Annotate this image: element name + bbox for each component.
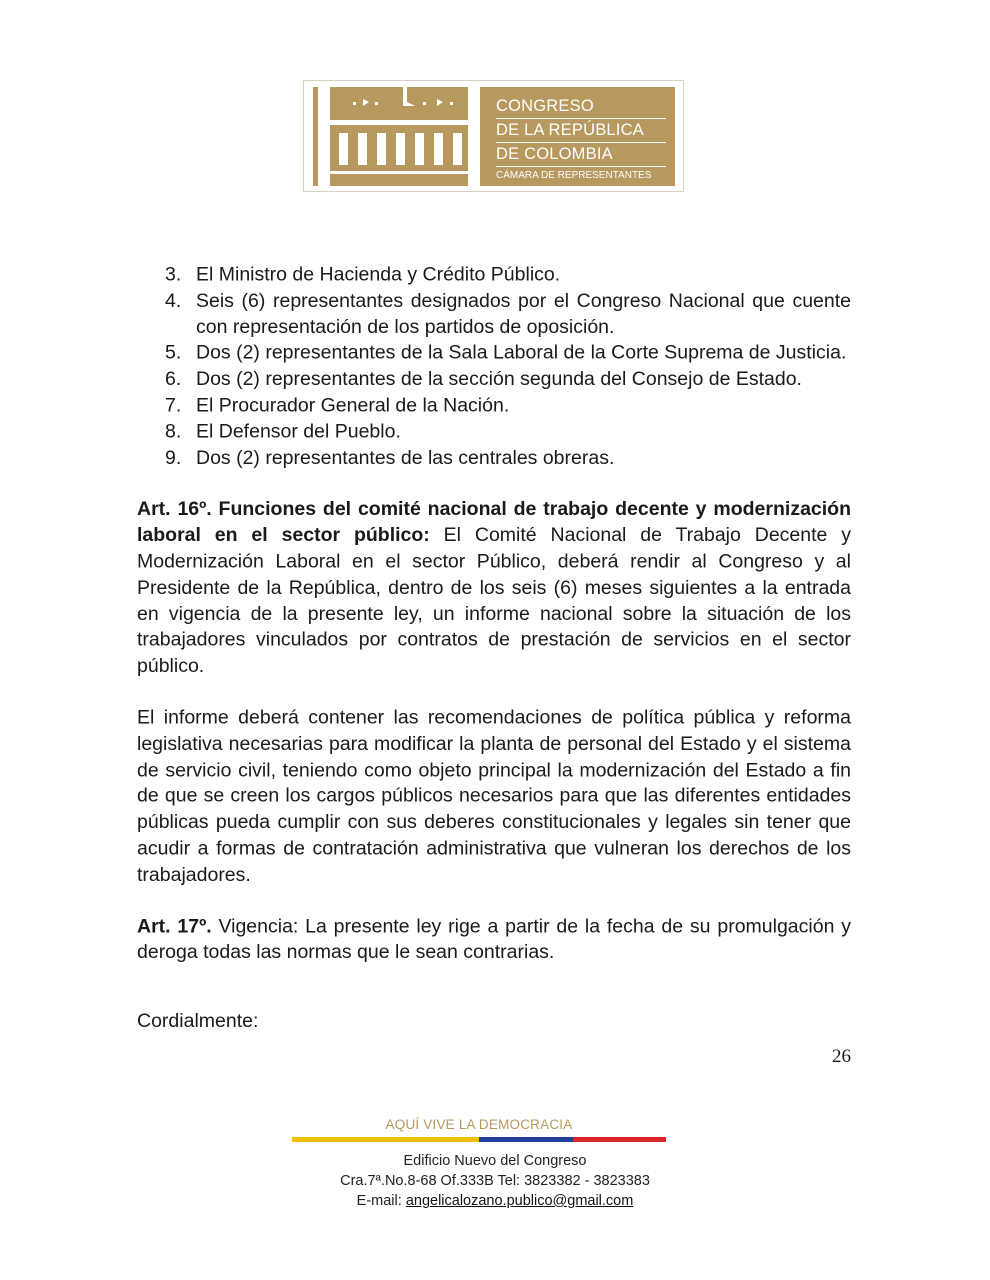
list-item-text: Dos (2) representantes de la sección segunda del Consejo de Estado. (196, 368, 802, 391)
article-17-paragraph (137, 914, 851, 966)
list-item (137, 393, 851, 419)
list-item-number: 8. (165, 420, 182, 443)
footer-email-label: E-mail: (356, 1193, 406, 1209)
capitol-building-icon (313, 87, 483, 186)
list-item-number: 6. (165, 368, 182, 391)
list-item-number: 3. (165, 263, 182, 286)
footer-email-line (0, 1191, 990, 1211)
list-item (137, 445, 851, 471)
document-body (137, 262, 851, 1035)
list-item (137, 288, 851, 340)
flag-yellow-stripe (292, 1137, 479, 1142)
list-item-text: El Ministro de Hacienda y Crédito Público. (196, 263, 561, 286)
footer-slogan: AQUÍ VIVE LA DEMOCRACIA (385, 1117, 573, 1132)
article-16-paragraph (137, 497, 851, 680)
list-item (137, 340, 851, 366)
article-17-heading: Art. 17º. (137, 915, 212, 937)
colombia-flag-stripe (292, 1137, 666, 1142)
committee-members-list (137, 262, 851, 471)
list-item-number: 7. (165, 394, 182, 417)
logo-background (313, 87, 675, 186)
logo-subtitle: CÁMARA DE REPRESENTANTES (496, 170, 652, 181)
flag-blue-stripe (479, 1137, 573, 1142)
list-item-text: El Procurador General de la Nación. (196, 394, 510, 417)
footer-building: Edificio Nuevo del Congreso (403, 1153, 587, 1169)
list-item (137, 367, 851, 393)
logo-line-2: DE LA REPÚBLICA (496, 119, 666, 143)
flag-red-stripe (573, 1137, 666, 1142)
footer-address: Cra.7ª.No.8-68 Of.333B Tel: 3823382 - 3823383 (340, 1173, 650, 1189)
list-item-number: 4. (165, 290, 182, 312)
footer-contact (0, 1151, 990, 1211)
list-item (137, 262, 851, 288)
footer-email-link[interactable]: angelicalozano.publico@gmail.com (405, 1193, 634, 1209)
article-16-body: El Comité Nacional de Trabajo Decente y Modernización Laboral en el sector Público, deberá rendir al Congreso y al Presidente de la República, dentro de los seis (6) meses siguientes a la entrada en vigencia de la presente ley, un informe nacional sobre la situación de los trabajadores vinculados por contratos de prestación de servicios en el sector público. (137, 524, 851, 677)
list-item-number: 9. (165, 447, 182, 469)
closing-salutation: Cordialmente: (137, 1010, 259, 1033)
article-17-body: Vigencia: La presente ley rige a partir de la fecha de su promulgación y deroga todas las normas que le sean contrarias. (137, 915, 851, 964)
article-16-heading: Art. 16º. Funciones del comité nacional de trabajo decente y modernización laboral en el sector público: (137, 498, 851, 547)
informe-paragraph: El informe deberá contener las recomendaciones de política pública y reforma legislativa necesarias para modificar la planta de personal del Estado y el sistema de servicio civil, teniendo como objeto principal la modernización del Estado a fin de que se creen los cargos públicos necesarios para que las diferentes entidades públicas pueda cumplir con sus deberes constitucionales y legales sin tener que acudir a formas de contratación administrativa que vulneran los derechos de los trabajadores. (137, 707, 851, 886)
list-item-text: Dos (2) representantes de la Sala Laboral de la Corte Suprema de Justicia. (196, 342, 847, 364)
list-item-text: Dos (2) representantes de las centrales obreras. (196, 447, 615, 469)
list-item (137, 419, 851, 445)
page-number: 26 (832, 1046, 851, 1067)
list-item-number: 5. (165, 342, 182, 364)
logo-wordmark (496, 95, 666, 184)
list-item-text: El Defensor del Pueblo. (196, 420, 401, 443)
list-item-text: Seis (6) representantes designados por el Congreso Nacional que cuente con representación de los partidos de oposición. (196, 290, 851, 338)
logo-line-3: DE COLOMBIA (496, 143, 666, 167)
logo-line-1: CONGRESO (496, 95, 666, 119)
congress-logo (303, 80, 684, 192)
